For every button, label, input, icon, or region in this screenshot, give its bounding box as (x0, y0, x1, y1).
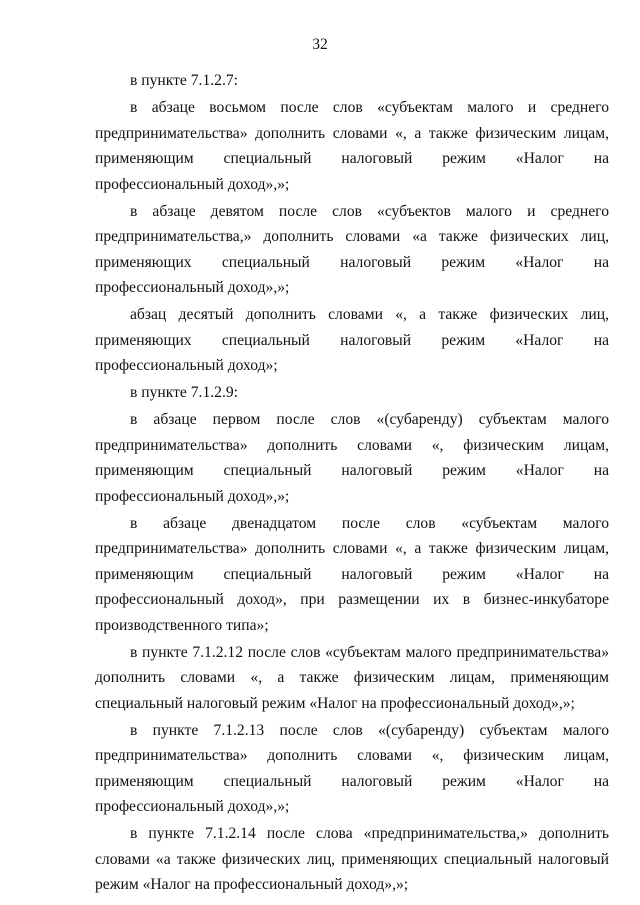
paragraph-7: в абзаце двенадцатом после слов «субъектам малого предпринимательства» дополнить словами «, а также физическим лицам, применяющим специальный налоговый режим «Налог на профессиональный доход», при размещении их в бизнес-инкубаторе производственного типа»; (95, 514, 609, 634)
document-body (95, 68, 609, 898)
paragraph-5: в пункте 7.1.2.9: (130, 384, 238, 401)
paragraph-1: в пункте 7.1.2.7: (130, 72, 238, 89)
paragraph-2: в абзаце восьмом после слов «субъектам малого и среднего предпринимательства» дополнить словами «, а также физическим лицам, применяющим специальный налоговый режим «Налог на профессиональный доход»,»; (95, 99, 609, 193)
paragraph-3: в абзаце девятом после слов «субъектов малого и среднего предпринимательства,» дополнить словами «а также физических лиц, применяющих специальный налоговый режим «Налог на профессиональный доход»,»; (95, 202, 609, 296)
paragraph-8: в пункте 7.1.2.12 после слов «субъектам малого предпринимательства» дополнить словами «, а также физическим лицам, применяющим специальный налоговый режим «Налог на профессиональный доход»,»; (95, 643, 609, 712)
paragraph-10: в пункте 7.1.2.14 после слова «предпринимательства,» дополнить словами «а также физических лиц, применяющих специальный налоговый режим «Налог на профессиональный доход»,»; (95, 825, 609, 893)
paragraph-9: в пункте 7.1.2.13 после слов «(субаренду) субъектам малого предпринимательства» дополнить словами «, физическим лицам, применяющим специальный налоговый режим «Налог на профессиональный доход»,»; (95, 721, 609, 815)
page-number: 32 (312, 36, 328, 53)
paragraph-6: в абзаце первом после слов «(субаренду) субъектам малого предпринимательства» дополнить словами «, физическим лицам, применяющим специальный налоговый режим «Налог на профессиональный доход»,»; (95, 411, 609, 505)
paragraph-4: абзац десятый дополнить словами «, а также физических лиц, применяющих специальный налоговый режим «Налог на профессиональный доход»; (95, 306, 609, 374)
